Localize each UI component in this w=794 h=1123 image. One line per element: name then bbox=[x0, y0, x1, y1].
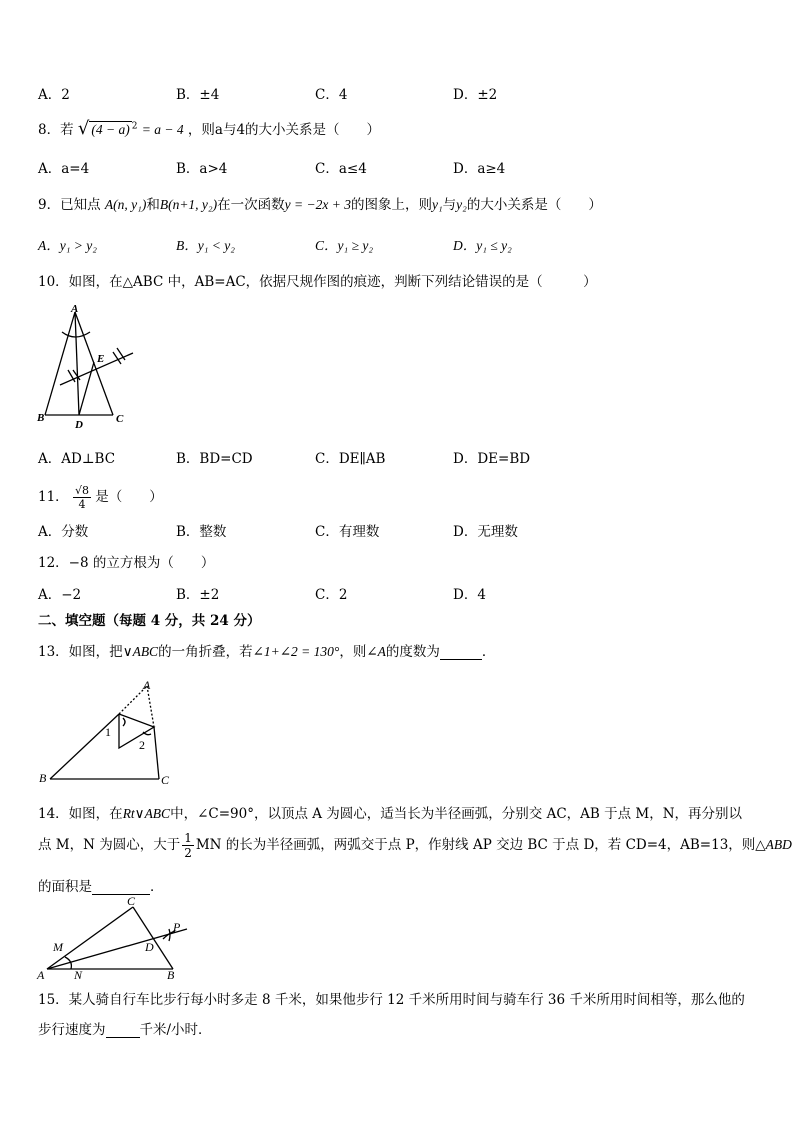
q9-option-b: B．y₁ < y₂ bbox=[176, 238, 235, 253]
q13-label-a: A bbox=[143, 678, 151, 692]
q14-label-p: P bbox=[173, 920, 181, 934]
q15-text-b: 千米/小时． bbox=[139, 1022, 212, 1038]
q13-text-2: 的一角折叠，若 bbox=[158, 644, 253, 660]
q9-text-5: 与 bbox=[442, 197, 457, 213]
q7-option-a: A．2 bbox=[38, 87, 70, 103]
q10-option-c: C．DE∥AB bbox=[315, 451, 386, 467]
q13-figure bbox=[35, 676, 185, 786]
q11-denominator: 4 bbox=[78, 498, 86, 511]
q13-angle-1-arc bbox=[123, 718, 125, 726]
q9-y1: y₁ bbox=[431, 197, 443, 212]
q13-text-4: 的度数为 bbox=[385, 644, 440, 660]
q13-label-1: 1 bbox=[105, 725, 111, 739]
q14-label-d: D bbox=[145, 940, 154, 954]
q10-label-e: E bbox=[97, 353, 105, 365]
q10-option-b: B．BD=CD bbox=[176, 451, 253, 467]
q7-option-b: B．±4 bbox=[176, 87, 220, 103]
q13-angle-2-arc bbox=[143, 732, 151, 735]
q12-option-d: D．4 bbox=[453, 587, 486, 603]
q14-ray-ap bbox=[47, 929, 187, 969]
q10-option-d: D．DE=BD bbox=[453, 451, 531, 467]
q12-option-a: A．−2 bbox=[38, 587, 82, 603]
q8-equation: = a − 4 bbox=[141, 122, 184, 137]
q8-question bbox=[38, 118, 380, 139]
q9-option-c: C．y₁ ≥ y₂ bbox=[315, 238, 374, 253]
q10-option-a: A．AD⊥BC bbox=[38, 451, 116, 467]
q13-end: ． bbox=[481, 644, 496, 660]
q15-text-a: 步行速度为 bbox=[38, 1022, 106, 1038]
q9-text-2: 和 bbox=[146, 197, 160, 213]
q9-text-6: 的大小关系是（ ） bbox=[466, 197, 602, 213]
q9-text-1: 9．已知点 bbox=[38, 197, 105, 213]
q14-text-3a: 点 M，N 为圆心，大于 bbox=[38, 837, 181, 853]
q9-text-4: 的图象上，则 bbox=[350, 197, 432, 213]
q8-option-c: C．a≤4 bbox=[315, 161, 367, 177]
q10-label-b: B bbox=[37, 412, 45, 424]
q11-option-b: B．整数 bbox=[176, 524, 227, 540]
q14-line-1 bbox=[38, 802, 742, 822]
q9-point-b: B(n+1, y₂) bbox=[159, 197, 218, 212]
q9-option-d: D．y₁ ≤ y₂ bbox=[453, 238, 512, 253]
q13-question bbox=[38, 640, 495, 660]
q15-line-1: 15．某人骑自行车比步行每小时多走 8 千米，如果他步行 12 千米所用时间与骑车行 36 千米所用时间相等，那么他的 bbox=[38, 992, 745, 1008]
q11-option-a: A．分数 bbox=[38, 524, 89, 540]
q12-option-c: C．2 bbox=[315, 587, 348, 603]
q8-exponent: 2 bbox=[131, 121, 138, 132]
q11-option-d: D．无理数 bbox=[453, 524, 518, 540]
q14-abd: ABD bbox=[765, 837, 792, 852]
q8-prefix: 8．若 bbox=[38, 122, 74, 138]
q13-label-2: 2 bbox=[139, 738, 145, 752]
q14-fraction bbox=[180, 831, 196, 860]
q13-side-ab bbox=[50, 714, 119, 779]
q14-text-2: 中，∠C=90°，以顶点 A 为圆心，适当长为半径画弧，分别交 AC，AB 于点 M，N，再分别以 bbox=[170, 806, 743, 822]
q8-radical: √ (4 − a) $^2$ bbox=[77, 118, 138, 139]
q14-end: ． bbox=[150, 879, 164, 895]
q14-label-a: A bbox=[37, 968, 45, 981]
q12-option-b: B．±2 bbox=[176, 587, 220, 603]
q13-text-1: 13．如图，把 bbox=[38, 644, 123, 660]
q14-side-bc bbox=[133, 907, 173, 969]
q10-label-d: D bbox=[75, 419, 83, 430]
q14-text-4: 的面积是 bbox=[38, 879, 92, 895]
q9-point-a: A(n, y₁) bbox=[104, 197, 147, 212]
q10-figure bbox=[35, 300, 140, 430]
q8-option-b: B．a>4 bbox=[176, 161, 228, 177]
q14-line-2 bbox=[38, 831, 792, 860]
q14-label-n: N bbox=[74, 968, 83, 981]
q14-text-3b: MN 的长为半径画弧，两弧交于点 P，作射线 AP 交边 BC 于点 D，若 CD=4，AB=13，则△ bbox=[195, 837, 766, 853]
q9-option-a: A．y₁ > y₂ bbox=[38, 238, 97, 253]
q10-question: 10．如图，在△ABC 中，AB=AC，依据尺规作图的痕迹，判断下列结论错误的是（ ） bbox=[38, 274, 597, 290]
q14-frac-num: 1 bbox=[184, 831, 192, 845]
q13-side-c bbox=[154, 727, 159, 779]
q13-label-c: C bbox=[161, 773, 170, 786]
q14-label-c: C bbox=[127, 894, 136, 908]
q14-arc-p2 bbox=[169, 929, 170, 941]
q8-option-a: A．a=4 bbox=[38, 161, 90, 177]
q12-question: 12．−8 的立方根为（ ） bbox=[38, 555, 215, 571]
q11-fraction bbox=[73, 484, 91, 511]
q14-figure bbox=[35, 893, 195, 981]
q14-frac-den: 2 bbox=[184, 846, 192, 860]
q11-prefix: 11． bbox=[38, 489, 69, 505]
q14-line-3 bbox=[38, 875, 164, 895]
q13-equation: ∠1+∠2 = 130° bbox=[252, 644, 340, 659]
q9-text-3: 在一次函数 bbox=[217, 197, 285, 213]
q13-triangle: ∨ABC bbox=[122, 644, 159, 659]
q10-label-a: A bbox=[71, 303, 79, 315]
section-heading: 二、填空题（每题 4 分，共 24 分） bbox=[38, 613, 261, 629]
q10-segment-de bbox=[79, 362, 94, 415]
q14-label-m: M bbox=[53, 940, 63, 954]
q14-side-ac bbox=[47, 907, 133, 969]
q13-angle-a: ∠A bbox=[366, 644, 386, 659]
q14-text-1: 14．如图，在 bbox=[38, 806, 123, 822]
q7-option-c: C．4 bbox=[315, 87, 348, 103]
q11-option-c: C．有理数 bbox=[315, 524, 380, 540]
q11-suffix: 是（ ） bbox=[95, 489, 163, 505]
q9-function: y = −2x + 3 bbox=[284, 197, 351, 212]
q8-radicand: (4 − a) bbox=[91, 122, 130, 137]
q15-line-2 bbox=[38, 1018, 212, 1038]
q13-label-b: B bbox=[39, 771, 47, 785]
q11-question bbox=[38, 484, 163, 511]
q13-dotted-ac bbox=[147, 686, 154, 727]
q8-option-d: D．a≥4 bbox=[453, 161, 506, 177]
q9-y2: y₂ bbox=[456, 197, 467, 212]
q10-segment-ad bbox=[75, 312, 79, 415]
q14-right-triangle: Rt∨ABC bbox=[122, 806, 171, 821]
q13-answer-blank[interactable] bbox=[440, 645, 482, 660]
q10-label-c: C bbox=[116, 413, 124, 425]
q9-question bbox=[38, 193, 602, 213]
q15-answer-blank[interactable] bbox=[106, 1023, 140, 1038]
q13-text-3: ，则 bbox=[339, 644, 367, 660]
q10-side-ab bbox=[45, 312, 75, 415]
q8-suffix: ，则a与4的大小关系是（ ） bbox=[187, 122, 381, 138]
q14-label-b: B bbox=[167, 968, 175, 981]
q7-option-d: D．±2 bbox=[453, 87, 498, 103]
q11-numerator: √8 bbox=[74, 484, 89, 497]
